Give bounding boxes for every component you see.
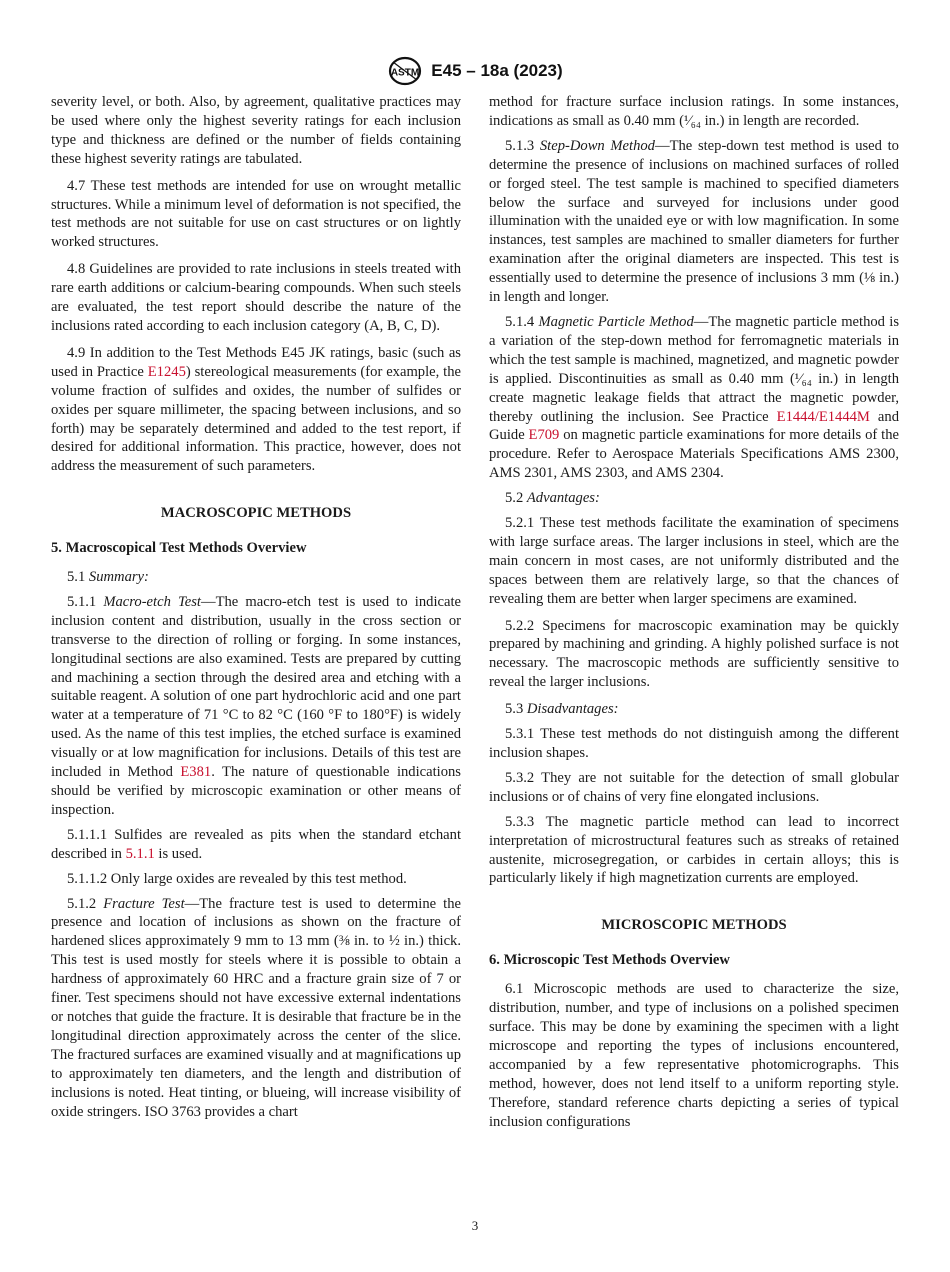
paragraph-5-1-1-2: 5.1.1.2 Only large oxides are revealed by this test method. — [67, 870, 407, 887]
paragraph-continued-right: method for fracture surface inclusion ratings. In some instances, indications as small as 0.40 mm (¹⁄₆₄ in.) in length are recorded. — [489, 94, 899, 129]
paragraph-5-1-2: 5.1.2 Fracture Test—The fracture test is used to determine the presence and location of inclusions as shown on the fracture of hardened slices approximately 9 mm to 13 mm (⅜ in. to ½ in.) thick. This test is used mostly for steels where it is possible to obtain a hardness of approximately 60 HRC and a fracture grain size of 7 or finer. Test specimens should not have excessive external indentations or notches that guide the fracture. It is desirable that fracture be in the longitudinal direction approximately across the center of the slice. The fractured surfaces are examined visually and at magnifications up to approximately ten diameters, and the length and distribution of inclusions is noted. Heat tinting, or blueing, will increase visibility of oxide stringers. ISO 3763 provides a chart — [51, 895, 461, 1120]
paragraph-5-3-3: 5.3.3 The magnetic particle method can lead to incorrect interpretation of microstructural features such as streaks of retained austenite, microsegregation, or carbides in certain alloys; this is particularly likely if high magnetization currents are employed. — [489, 813, 899, 887]
macroscopic-methods-heading: MACROSCOPIC METHODS — [160, 505, 352, 522]
link-5-1-1[interactable]: 5.1.1 — [125, 845, 155, 862]
paragraph-5-3-2: 5.3.2 They are not suitable for the detection of small globular inclusions or of chains of very fine elongated inclusions. — [489, 769, 899, 805]
paragraph-4-8: 4.8 Guidelines are provided to rate inclusions in steels treated with rare earth additions or calcium-bearing compounds. When such steels are evaluated, the test report should describe the nature of the inclusions rated according to each inclusion category (A, B, C, D). — [51, 261, 461, 334]
paragraph-5-2: 5.2 Advantages: — [505, 490, 600, 507]
paragraph-4-7: 4.7 These test methods are intended for use on wrought metallic structures. While a minimum level of deformation is not specified, the test methods are not suitable for use on cast structures or on lightly worked structures. — [51, 177, 461, 251]
svg-text:ASTM: ASTM — [391, 67, 420, 79]
paragraph-5-1-1-1: 5.1.1.1 Sulfides are revealed as pits when the standard etchant described in 5.1.1 is used. — [51, 826, 461, 862]
link-e381[interactable]: E381 — [180, 764, 212, 781]
paragraph-6-1: 6.1 Microscopic methods are used to characterize the size, distribution, number, and type of inclusions on a polished specimen surface. This may be done by examining the specimen with a light microscope and reporting the types of inclusions encountered, accompanied by a few representative photomicrographs. This method, however, does not lend itself to a uniform reporting style. Therefore, standard reference charts depicting a series of typical inclusion configurations — [489, 981, 899, 1130]
astm-logo-icon — [387, 56, 423, 86]
document-id: E45 – 18a (2023) — [431, 61, 563, 80]
paragraph-5-1-1: 5.1.1 Macro-etch Test—The macro-etch test is used to indicate inclusion content and distribution, usually in the cross section or transverse to the direction of rolling or forging. In some instances, longitudinal sections are also examined. Tests are prepared by cutting and machining a section through the desired area and etching with a suitable reagent. A solution of one part hydrochloric acid and one part water at a temperature of 71 °C to 82 °C (160 °F to 180°F) is widely used. As the name of this test implies, the etched surface is examined visually or at low magnification for inclusions. Details of this test are included in Method E381. The nature of questionable indications should be verified by microscopic examination or other means of inspection. — [51, 593, 461, 818]
link-e1245[interactable]: E1245 — [147, 363, 186, 380]
paragraph-5-3: 5.3 Disadvantages: — [505, 701, 619, 718]
section-5-heading: 5. Macroscopical Test Methods Overview — [51, 540, 307, 557]
link-e1444[interactable]: E1444/E1444M — [776, 408, 870, 425]
page-header — [0, 56, 950, 86]
paragraph-continued: severity level, or both. Also, by agreement, qualitative practices may be used where only the highest severity ratings for each inclusion type and thickness are defined or the number of fields containing these highest severity ratings are tabulated. — [51, 94, 461, 167]
page-number: 3 — [471, 1218, 479, 1233]
paragraph-5-1-3: 5.1.3 Step-Down Method—The step-down test method is used to determine the presence of inclusions on machined surfaces of rolled or forged steel. The test sample is machined to specified diameters below the surface and surveyed for inclusions under good illumination with the unaided eye or with low magnification. In some instances, test samples are machined to smaller diameters for further examination after the original diameters are inspected. This test is essentially used to determine the presence of inclusions 3 mm (⅛ in.) in length and longer. — [489, 137, 899, 306]
paragraph-5-1-4: 5.1.4 Magnetic Particle Method—The magnetic particle method is a variation of the step-down method for ferromagnetic materials in which the test sample is machined, magnetized, and magnetic powder is applied. Discontinuities as small as 0.40 mm (¹⁄₆₄ in.) in length create magnetic leakage fields that attract the magnetic powder, thereby outlining the inclusion. See Practice E1444/E1444M and Guide E709 on magnetic particle examinations for more details of the procedure. Refer to Aerospace Materials Specifications AMS 2300, AMS 2301, AMS 2303, and AMS 2304. — [489, 313, 899, 482]
paragraph-5-3-1: 5.3.1 These test methods do not distinguish among the different inclusion shapes. — [489, 726, 899, 761]
paragraph-5-2-2: 5.2.2 Specimens for macroscopic examination may be quickly prepared by machining and grinding. A highly polished surface is not necessary. The macroscopic methods are sufficiently sensitive to reveal the larger inclusions. — [489, 617, 899, 691]
paragraph-4-9: 4.9 In addition to the Test Methods E45 JK ratings, basic (such as used in Practice E1245) stereological measurements (for example, the volume fraction of sulfides and oxides, the number of sulfides or oxides per square millimeter, the spacing between inclusions, and so forth) may be separately determined and added to the test report, if desired for additional information. This practice, however, does not address the measurement of such parameters. — [51, 344, 461, 475]
section-6-heading: 6. Microscopic Test Methods Overview — [489, 952, 730, 969]
microscopic-methods-heading: MICROSCOPIC METHODS — [601, 917, 787, 934]
link-e709[interactable]: E709 — [528, 427, 560, 444]
left-column — [51, 93, 461, 1127]
paragraph-5-2-1: 5.2.1 These test methods facilitate the examination of specimens with large surface areas. The larger inclusions in steel, which are the main concern in most cases, are not uniformly distributed and the spaces between them are relatively large, so that the chances of revealing them are better when larger specimens are examined. — [489, 515, 899, 607]
right-column — [489, 93, 899, 1137]
paragraph-5-1: 5.1 Summary: — [67, 569, 149, 586]
